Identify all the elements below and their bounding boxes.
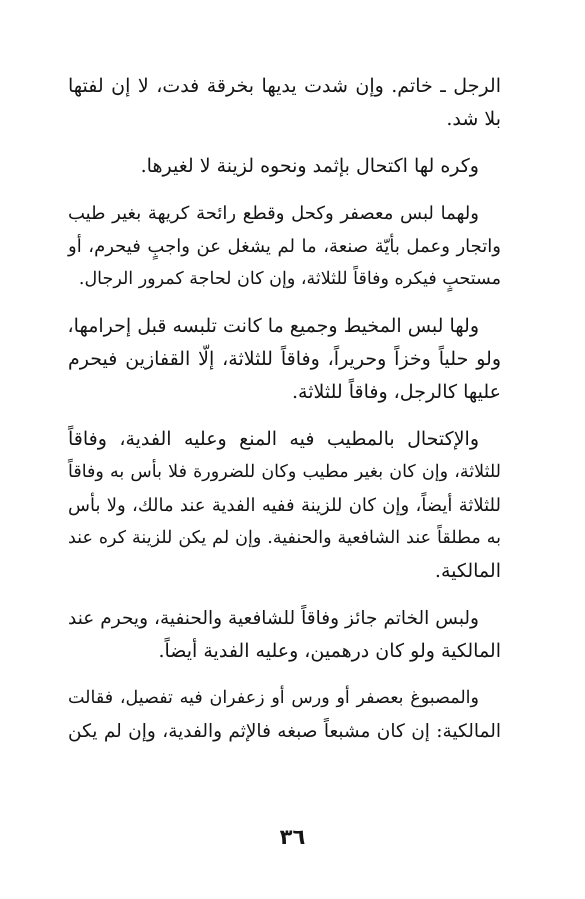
text-line: واتجار وعمل بأيّة صنعة، ما لم يشغل عن واجبٍ فيحرم، أو: [68, 236, 501, 257]
text-line: ولهما لبس معصفر وكحل وقطع رائحة كريهة بغير طيب: [68, 203, 479, 224]
text-line: للثلاثة أيضاً، وإن كان للزينة ففيه الفدية عند مالك، ولا بأس: [68, 495, 501, 516]
paragraph-6: [68, 602, 501, 668]
paragraph-3: [68, 197, 501, 296]
text-line: عليها كالرجل، وفاقاً للثلاثة.: [292, 381, 501, 403]
text-line: الرجل ـ خاتم. وإن شدت يديها بخرقة فدت، لا إن لفتها: [68, 75, 501, 97]
paragraph-2: [68, 150, 501, 183]
text-line: ولو حلياً وخزاً وحريراً، وفاقاً للثلاثة، إلّا القفازين فيحرم: [68, 348, 501, 370]
text-line: ولها لبس المخيط وجميع ما كانت تلبسه قبل إحرامها،: [67, 315, 479, 337]
paragraph-1: [68, 70, 501, 136]
text-line: بلا شد.: [446, 108, 501, 130]
text-line: للثلاثة، وإن كان بغير مطيب وكان للضرورة فلا بأس به وفاقاً: [68, 462, 501, 482]
text-line: به مطلقاً عند الشافعية والحنفية. وإن لم يكن للزينة كره عند: [68, 528, 501, 548]
paragraph-7: [68, 682, 501, 748]
page-number: ٣٦: [279, 825, 306, 849]
text-line: ولبس الخاتم جائز وفاقاً للشافعية والحنفية، ويحرم عند: [68, 608, 479, 629]
body-text: [68, 70, 501, 748]
paragraph-5: [68, 423, 501, 588]
paragraph-4: [68, 310, 501, 409]
text-line: المالكية ولو كان درهمين، وعليه الفدية أيضاً.: [158, 640, 501, 662]
text-line: مستحبٍ فيكره وفاقاً للثلاثة، وإن كان لحاجة كمرور الرجال.: [78, 269, 501, 289]
text-line: المالكية.: [434, 560, 501, 582]
text-line: وكره لها اكتحال بإثمد ونحوه لزينة لا لغيرها.: [140, 155, 479, 177]
text-line: المالكية: إن كان مشبعاً صبغه فالإثم والفدية، وإن لم يكن: [68, 721, 501, 742]
text-line: والمصبوغ بعصفر أو ورس أو زعفران فيه تفصيل، فقالت: [68, 688, 479, 708]
text-line: والإكتحال بالمطيب فيه المنع وعليه الفدية، وفاقاً: [68, 428, 479, 450]
